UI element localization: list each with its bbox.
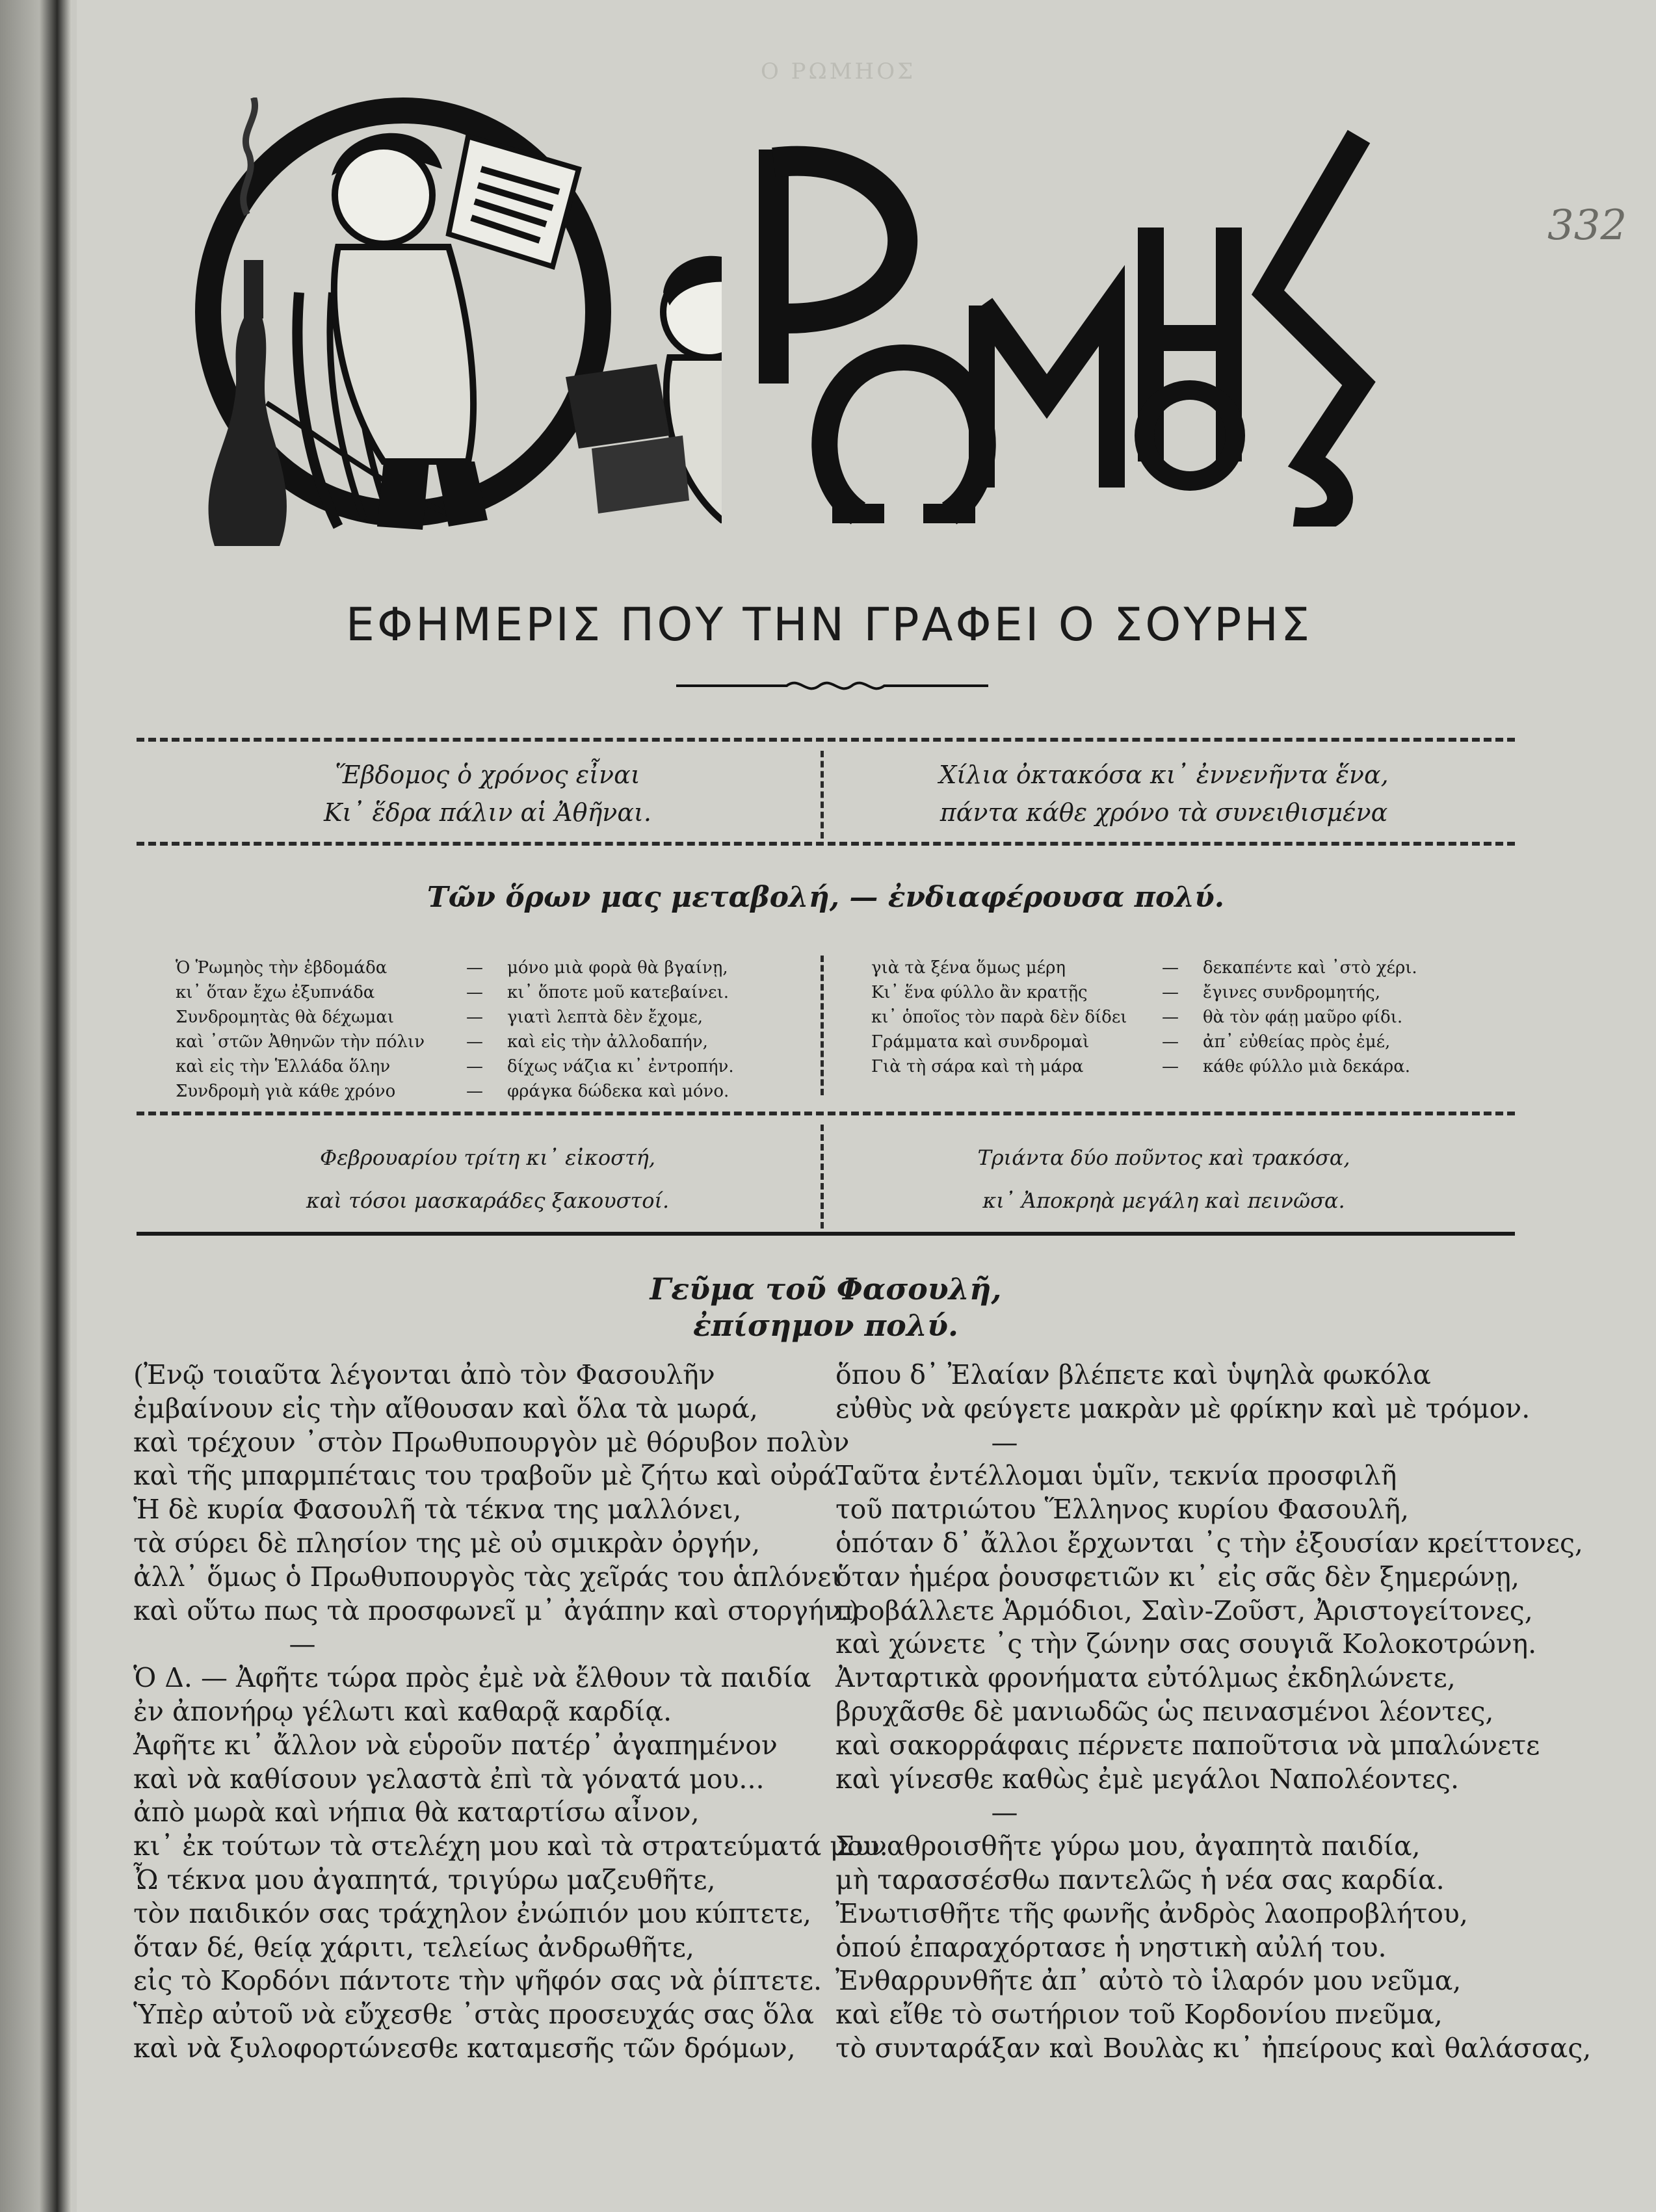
verse-line: Ἀνταρτικὰ φρονήματα εὐτόλμως ἐκδηλώνετε, <box>835 1662 1456 1694</box>
terms-row <box>871 956 1417 980</box>
terms-left <box>176 956 734 1104</box>
verse-line: καὶ νὰ ξυλοφορτώνεσθε καταμεσῆς τῶν δρόμων, <box>133 2032 796 2064</box>
terms-cell: κι᾽ ὁποῖος τὸν παρὰ δὲν δίδει <box>871 1008 1127 1027</box>
terms-cell: μόνο μιὰ φορὰ θὰ βγαίνῃ, <box>507 958 728 978</box>
terms-dash: — <box>466 1008 483 1027</box>
verse-line: καὶ γίνεσθε καθὼς ἐμὲ μεγάλοι Ναπολέοντες. <box>835 1763 1460 1795</box>
verse-line: Ἐνωτισθῆτε τῆς φωνῆς ἀνδρὸς λαοπροβλήτου, <box>835 1897 1468 1929</box>
handwritten-number: 332 <box>1547 202 1627 250</box>
verse-line: Ἀφῆτε κι᾽ ἄλλον νὰ εὑροῦν πατέρ᾽ ἀγαπημένον <box>133 1729 778 1761</box>
verse-line: τοῦ πατριώτου Ἕλληνος κυρίου Φασουλῆ, <box>835 1494 1409 1526</box>
subtitle: ΕΦΗΜΕΡΙΣ ΠΟΥ ΤΗΝ ΓΡΑΦΕΙ Ο ΣΟΥΡΗΣ <box>345 598 1313 651</box>
dashed-rule <box>137 842 1515 846</box>
verse-line: Ὑπὲρ αὐτοῦ νὰ εὔχεσθε ᾽στὰς προσευχάς σας ὅλα <box>133 1999 815 2031</box>
verse-line: καὶ σακορράφαις πέρνετε παποῦτσια νὰ μπαλώνετε <box>835 1729 1540 1761</box>
verse-line: ὁπού ἐπαραχόρτασε ἡ νηστικὴ αὐλή του. <box>835 1931 1387 1963</box>
verse-line: ἀλλ᾽ ὅμως ὁ Πρωθυπουργὸς τὰς χεῖράς του ἁπλόνει <box>133 1561 842 1593</box>
terms-cell: φράγκα δώδεκα καὶ μόνο. <box>507 1082 729 1101</box>
verse-line: ὅταν ἡμέρα ῥουσφετιῶν κι᾽ εἰς σᾶς δὲν ξημερώνῃ, <box>835 1561 1520 1593</box>
terms-cell: δεκαπέντε καὶ ᾽στὸ χέρι. <box>1203 958 1417 978</box>
verse-line: μὴ ταρασσέσθω παντελῶς ἡ νέα σας καρδία. <box>835 1864 1445 1895</box>
verse-line: ὅπου δ᾽ Ἐλαίαν βλέπετε καὶ ὑψηλὰ φωκόλα <box>835 1359 1431 1390</box>
verse-line: Ἐνθαρρυνθῆτε ἀπ᾽ αὐτὸ τὸ ἱλαρόν μου νεῦμα, <box>835 1965 1462 1997</box>
terms-right <box>871 956 1417 1079</box>
terms-cell: ἀπ᾽ εὐθείας πρὸς ἐμέ, <box>1203 1032 1391 1052</box>
stanza-separator: — <box>991 1797 1018 1828</box>
masthead-lettering <box>735 124 1385 527</box>
terms-cell: Γιὰ τὴ σάρα καὶ τὴ μάρα <box>871 1057 1084 1076</box>
verse-line: βρυχᾶσθε δὲ μανιωδῶς ὡς πεινασμένοι λέοντες, <box>835 1695 1494 1727</box>
terms-cell: Συνδρομητὰς θὰ δέχωμαι <box>176 1008 395 1027</box>
verse-line: Ταῦτα ἐντέλλομαι ὑμῖν, τεκνία προσφιλῆ <box>835 1460 1397 1492</box>
verse-line: προβάλλετε Ἁρμόδιοι, Σαὶν-Ζοῦστ, Ἀριστογείτονες, <box>835 1594 1533 1626</box>
terms-cell: καὶ εἰς τὴν ἀλλοδαπήν, <box>507 1032 708 1052</box>
terms-dash: — <box>1162 1032 1179 1052</box>
year-box-left: Ἕβδομος ὁ χρόνος εἶναι Κι᾽ ἕδρα πάλιν αἱ Ἀθῆναι. <box>324 761 651 827</box>
solid-rule <box>137 1232 1515 1236</box>
verse-line: ὅταν δέ, θείᾳ χάριτι, τελείως ἀνδρωθῆτε, <box>133 1931 694 1963</box>
date-box-left: Φεβρουαρίου τρίτη κι᾽ εἰκοστή, καὶ τόσοι μασκαράδες ξακουστοί. <box>306 1145 670 1213</box>
verse-line: καὶ χώνετε ᾽ς τὴν ζώνην σας σουγιᾶ Κολοκοτρώνη. <box>835 1628 1537 1660</box>
terms-row <box>176 1030 734 1054</box>
terms-row <box>176 1005 734 1030</box>
terms-cell: καὶ ᾽στῶν Ἀθηνῶν τὴν πόλιν <box>176 1032 425 1052</box>
verse-line: εἰς τὸ Κορδόνι πάντοτε τὴν ψῆφόν σας νὰ ῥίπτετε. <box>133 1965 822 1997</box>
verse-line: κι᾽ ἐκ τούτων τὰ στελέχη μου καὶ τὰ στρατεύματά μου. <box>133 1830 888 1862</box>
terms-row <box>871 1030 1417 1054</box>
verse-line: ὁπόταν δ᾽ ἄλλοι ἔρχωνται ᾽ς τὴν ἐξουσίαν κρείττονες, <box>835 1527 1583 1559</box>
verse-line: εὐθὺς νὰ φεύγετε μακρὰν μὲ φρίκην καὶ μὲ τρόμον. <box>835 1392 1531 1424</box>
verse-line: τὰ σύρει δὲ πλησίον της μὲ οὐ σμικρὰν ὀργήν, <box>133 1527 761 1559</box>
binding-spine <box>0 0 72 2212</box>
terms-cell: Ὁ Ῥωμηὸς τὴν ἑβδομάδα <box>176 958 388 978</box>
terms-cell: καὶ εἰς τὴν Ἑλλάδα ὅλην <box>176 1057 391 1076</box>
verse-line: καὶ νὰ καθίσουν γελαστὰ ἐπὶ τὰ γόνατά μου... <box>133 1763 765 1795</box>
terms-cell: κάθε φύλλο μιὰ δεκάρα. <box>1203 1057 1411 1076</box>
article-left-column <box>133 1359 888 2066</box>
terms-heading: Τῶν ὅρων μας μεταβολή, — ἐνδιαφέρουσα πολύ. <box>427 881 1225 914</box>
terms-row <box>871 1005 1417 1030</box>
terms-dash: — <box>1162 958 1179 978</box>
terms-cell: γιατὶ λεπτὰ δὲν ἔχομε, <box>507 1008 703 1027</box>
dashed-divider <box>821 956 824 1095</box>
terms-dash: — <box>466 958 483 978</box>
terms-dash: — <box>466 1032 483 1052</box>
terms-dash: — <box>1162 1008 1179 1027</box>
dashed-divider <box>821 751 824 839</box>
terms-row <box>176 1079 734 1104</box>
ornament-flourish <box>676 673 988 699</box>
terms-cell: Συνδρομὴ γιὰ κάθε χρόνο <box>176 1082 396 1101</box>
verse-line: ἀπὸ μωρὰ καὶ νήπια θὰ καταρτίσω αἶνον, <box>133 1797 700 1828</box>
verse-line: Ὁ Δ. — Ἀφῆτε τώρα πρὸς ἐμὲ νὰ ἔλθουν τὰ παιδία <box>133 1662 811 1694</box>
terms-dash: — <box>1162 983 1179 1002</box>
dashed-rule <box>137 738 1515 742</box>
verse-line: ἐμβαίνουν εἰς τὴν αἴθουσαν καὶ ὅλα τὰ μωρά, <box>133 1392 758 1424</box>
terms-cell: κι᾽ ὅταν ἔχω ἐξυπνάδα <box>176 983 375 1002</box>
verse-line: καὶ τῆς μπαρμπέταις του τραβοῦν μὲ ζήτω καὶ οὐρά. <box>133 1460 845 1492</box>
terms-dash: — <box>1162 1057 1179 1076</box>
stanza-separator: — <box>289 1628 316 1660</box>
masthead-illustration <box>189 98 722 546</box>
verse-line: ἐν ἀπονήρῳ γέλωτι καὶ καθαρᾷ καρδίᾳ. <box>133 1695 672 1727</box>
verse-line: τὸ συνταράξαν καὶ Βουλὰς κι᾽ ἠπείρους καὶ θαλάσσας, <box>835 2032 1592 2064</box>
verse-line: Ἡ δὲ κυρία Φασουλῆ τὰ τέκνα της μαλλόνει, <box>133 1494 742 1526</box>
article-title: Γεῦμα τοῦ Φασουλῆ, ἐπίσημον πολύ. <box>650 1271 1002 1343</box>
terms-row <box>176 956 734 980</box>
terms-dash: — <box>466 1057 483 1076</box>
article-right-column <box>835 1359 1592 2066</box>
terms-dash: — <box>466 983 483 1002</box>
terms-cell: γιὰ τὰ ξένα ὅμως μέρη <box>871 958 1066 978</box>
terms-cell: Γράμματα καὶ συνδρομαὶ <box>871 1032 1090 1052</box>
stanza-separator: — <box>991 1426 1018 1458</box>
terms-cell: κι᾽ ὅποτε μοῦ κατεβαίνει. <box>507 983 729 1002</box>
verse-line: καὶ εἴθε τὸ σωτήριον τοῦ Κορδονίου πνεῦμα, <box>835 1999 1443 2031</box>
verse-line: καὶ τρέχουν ᾽στὸν Πρωθυπουργὸν μὲ θόρυβον πολὺν <box>133 1426 850 1458</box>
verse-line: καὶ οὕτω πως τὰ προσφωνεῖ μ᾽ ἀγάπην καὶ στοργήν.) <box>133 1594 860 1626</box>
terms-cell: ἔγινες συνδρομητής, <box>1203 983 1380 1002</box>
verse-line: τὸν παιδικόν σας τράχηλον ἐνώπιόν μου κύπτετε, <box>133 1897 811 1929</box>
terms-row <box>871 1054 1417 1079</box>
verse-line: Ὦ τέκνα μου ἀγαπητά, τριγύρω μαζευθῆτε, <box>133 1864 716 1895</box>
faded-page-header: Ο ΡΩΜΗΟΣ <box>761 59 916 85</box>
dashed-rule <box>137 1112 1515 1115</box>
terms-row <box>176 980 734 1005</box>
terms-row <box>176 1054 734 1079</box>
masthead <box>189 98 1463 546</box>
verse-line: (Ἐνῷ τοιαῦτα λέγονται ἀπὸ τὸν Φασουλῆν <box>133 1359 715 1390</box>
dashed-divider <box>821 1125 824 1229</box>
terms-cell: Κι᾽ ἕνα φύλλο ἂν κρατῇς <box>871 983 1088 1002</box>
terms-cell: δίχως νάζια κι᾽ ἐντροπήν. <box>507 1057 734 1076</box>
date-box-right: Τριάντα δύο ποῦντος καὶ τρακόσα, κι᾽ Ἀποκρηὰ μεγάλη καὶ πεινῶσα. <box>977 1145 1350 1213</box>
year-box-right: Χίλια ὀκτακόσα κι᾽ ἐννενῆντα ἕνα, πάντα κάθε χρόνο τὰ συνειθισμένα <box>939 761 1389 827</box>
terms-cell: θὰ τὸν φάῃ μαῦρο φίδι. <box>1203 1008 1403 1027</box>
terms-row <box>871 980 1417 1005</box>
verse-line: Συναθροισθῆτε γύρω μου, ἀγαπητὰ παιδία, <box>835 1830 1421 1862</box>
terms-dash: — <box>466 1082 483 1101</box>
